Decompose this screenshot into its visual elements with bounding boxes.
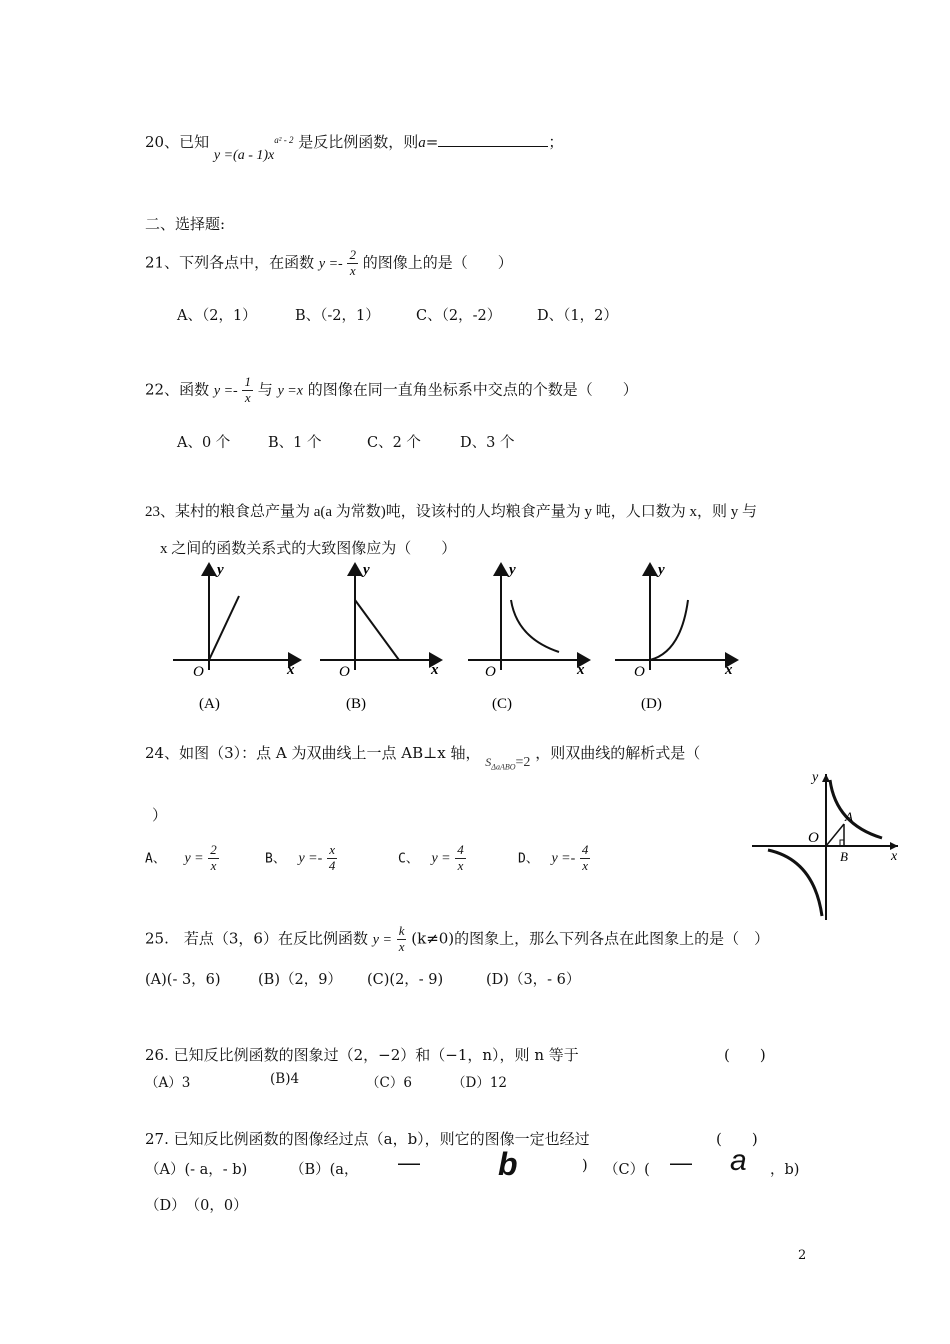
q24-opt-b-lhs: y =- — [298, 851, 323, 867]
q20-formula: y =(a - 1)x — [213, 148, 275, 163]
q20-answer-blank — [438, 134, 548, 147]
q22-option-a: A、0 个 — [177, 435, 231, 451]
fig-point-a: A — [845, 809, 853, 824]
fig-point-b: B — [840, 849, 848, 864]
graph-d-label: (D) — [641, 696, 662, 712]
q21-formula-lhs: y =- — [318, 256, 343, 272]
fig-x-label: x — [891, 849, 898, 864]
graph-b-y-label: y — [363, 562, 370, 578]
q27-option-b-dash: — — [398, 1150, 420, 1175]
page-number: 2 — [798, 1248, 807, 1263]
q24-opt-d-label: D、 — [518, 851, 539, 867]
q23-line-1: 23、某村的粮食总产量为 a(a 为常数)吨，设该村的人均粮食产量为 y 吨，人口数为 x，则 y 与 — [145, 504, 758, 520]
graph-c-label: (C) — [492, 696, 512, 712]
graph-d — [615, 562, 737, 712]
q25-frac — [397, 924, 407, 955]
q24-opt-c-lhs: y = — [431, 851, 451, 867]
q22-option-d: D、3 个 — [460, 435, 515, 451]
graph-a-origin: O — [193, 664, 204, 680]
q26-option-c: （C）6 — [366, 1075, 412, 1091]
graph-a-label: (A) — [199, 696, 220, 712]
q27-text: 27. 已知反比例函数的图像经过点（a，b），则它的图像一定也经过 — [145, 1130, 590, 1148]
q21-fraction — [347, 248, 358, 279]
fig-y-label: y — [812, 770, 819, 785]
q21-option-d: D、（1，2） — [537, 308, 618, 324]
q22-option-b: B、1 个 — [268, 435, 322, 451]
q27-option-c-start: （C）( — [604, 1162, 650, 1178]
q24-figure — [748, 766, 908, 926]
q24-opt-a-label: A、 — [145, 851, 166, 867]
q22-lhs: y =- — [213, 383, 238, 399]
q24-opt-b-frac — [327, 843, 338, 874]
q20-eq: = — [425, 133, 439, 151]
q20-prefix: 20、已知 — [145, 133, 210, 151]
graph-c-origin: O — [485, 664, 496, 680]
q22-rhs: y =x — [277, 383, 303, 399]
section-title: 二、选择题: — [145, 215, 226, 233]
graph-c-x-label: x — [577, 662, 585, 678]
q21-option-a: A、（2，1） — [177, 308, 257, 324]
q24-text-b: ，则双曲线的解析式是（ — [535, 744, 701, 762]
q22-option-c: C、2 个 — [367, 435, 421, 451]
q20-var: a — [418, 135, 426, 151]
q27-option-b-start: （B）(a， — [290, 1162, 359, 1178]
q21-option-c: C、（2，-2） — [416, 308, 502, 324]
q27-option-c-big: a — [730, 1144, 747, 1177]
q24-opt-c-label: C、 — [398, 851, 419, 867]
q22-text-a: 22、函数 — [145, 380, 210, 399]
q24-close-paren: ） — [152, 806, 168, 824]
q25-option-d: (D)（3，- 6） — [486, 972, 581, 988]
q24-opt-c-frac — [455, 843, 466, 874]
q24-opt-b-num: x — [327, 843, 338, 859]
graph-b — [320, 562, 441, 712]
q24-opt-a-den: x — [210, 857, 217, 873]
q24-option-b — [265, 843, 337, 874]
q24-s-sub: ΔaABO — [491, 762, 516, 772]
q23-line-2: x 之间的函数关系式的大致图像应为（ ） — [160, 541, 457, 557]
q24-area-label — [485, 755, 531, 772]
graph-c — [468, 562, 589, 712]
q24-opt-d-lhs: y =- — [551, 851, 576, 867]
q25-lhs: y = — [372, 932, 392, 948]
fig-origin: O — [808, 830, 819, 846]
q25-option-a: (A)(- 3，6) — [145, 972, 221, 988]
q24-text-a: 24、如图（3）：点 A 为双曲线上一点 AB⊥x 轴， — [145, 744, 481, 762]
q21-text-a: 21、下列各点中，在函数 — [145, 253, 315, 272]
q24-s: S — [485, 755, 492, 769]
q27-option-a: （A）(- a，- b) — [145, 1162, 248, 1178]
graph-a — [173, 562, 300, 712]
q20-end: ； — [548, 133, 564, 151]
q24-opt-c-den: x — [457, 857, 464, 873]
q25-den: x — [398, 938, 405, 954]
q23-graphs — [165, 558, 755, 718]
q22-with: 与 — [257, 380, 273, 399]
q22-frac-num: 1 — [244, 374, 251, 389]
graph-b-label: (B) — [346, 696, 366, 712]
graph-d-y-label: y — [658, 562, 665, 578]
q21-option-b: B、（-2，1） — [295, 308, 380, 324]
q26-option-a: （A）3 — [145, 1075, 191, 1091]
q25-cond: (k≠0)的图象上，那么下列各点在此图象上的是（ ） — [411, 929, 770, 948]
q24-option-c — [398, 843, 466, 874]
question-20 — [145, 131, 564, 163]
q24-s-eq: =2 — [515, 755, 531, 770]
q21-text-b: 的图像上的是（ ） — [362, 253, 513, 272]
graph-a-x-label: x — [287, 662, 295, 678]
q24-opt-a-frac — [208, 843, 219, 874]
q25-option-b: (B)（2，9） — [258, 972, 342, 988]
q27-option-b-big: b — [498, 1146, 517, 1182]
q24-opt-b-label: B、 — [265, 851, 286, 867]
question-25 — [145, 924, 769, 955]
q21-frac-num: 2 — [349, 247, 356, 262]
q26-paren: ( ) — [724, 1046, 766, 1064]
q24-opt-d-frac — [580, 843, 591, 874]
q25-option-c: (C)(2，- 9) — [367, 972, 444, 988]
q20-exponent: a² - 2 — [274, 135, 294, 145]
q27-option-c-end: ，b) — [770, 1162, 800, 1178]
graph-c-y-label: y — [509, 562, 516, 578]
q24-opt-a-lhs: y = — [184, 851, 204, 867]
graph-d-x-label: x — [725, 662, 733, 678]
q25-num: k — [398, 923, 405, 938]
q25-text-a: 25. 若点（3，6）在反比例函数 — [145, 929, 368, 948]
q21-frac-den: x — [349, 262, 356, 278]
q24-opt-b-den: 4 — [328, 857, 336, 873]
q24-opt-d-num: 4 — [581, 842, 589, 857]
q26-text: 26. 已知反比例函数的图象过（2，−2）和（−1，n），则 n 等于 — [145, 1046, 579, 1064]
q27-option-c-dash: — — [670, 1150, 692, 1175]
graph-b-origin: O — [339, 664, 350, 680]
q27-option-d: （D） （0，0） — [145, 1198, 248, 1214]
graph-b-x-label: x — [431, 662, 439, 678]
q22-text-b: 的图像在同一直角坐标系中交点的个数是（ ） — [307, 380, 638, 399]
q26-option-d: （D）12 — [452, 1075, 508, 1091]
q24-opt-a-num: 2 — [210, 842, 217, 857]
q27-paren: ( ) — [716, 1130, 758, 1148]
graph-a-y-label: y — [217, 562, 224, 578]
graph-d-origin: O — [634, 664, 645, 680]
q20-mid: 是反比例函数，则 — [298, 133, 419, 151]
q24-option-a — [145, 843, 219, 874]
q24-opt-d-den: x — [582, 857, 589, 873]
q24-opt-c-num: 4 — [457, 842, 464, 857]
q22-frac-den: x — [244, 389, 251, 405]
q26-option-b: (B)4 — [270, 1071, 300, 1087]
q24-option-d — [518, 843, 590, 874]
q27-option-b-end: ) — [582, 1158, 588, 1174]
q22-fraction — [242, 375, 253, 406]
question-21 — [145, 248, 513, 279]
question-22 — [145, 375, 638, 406]
